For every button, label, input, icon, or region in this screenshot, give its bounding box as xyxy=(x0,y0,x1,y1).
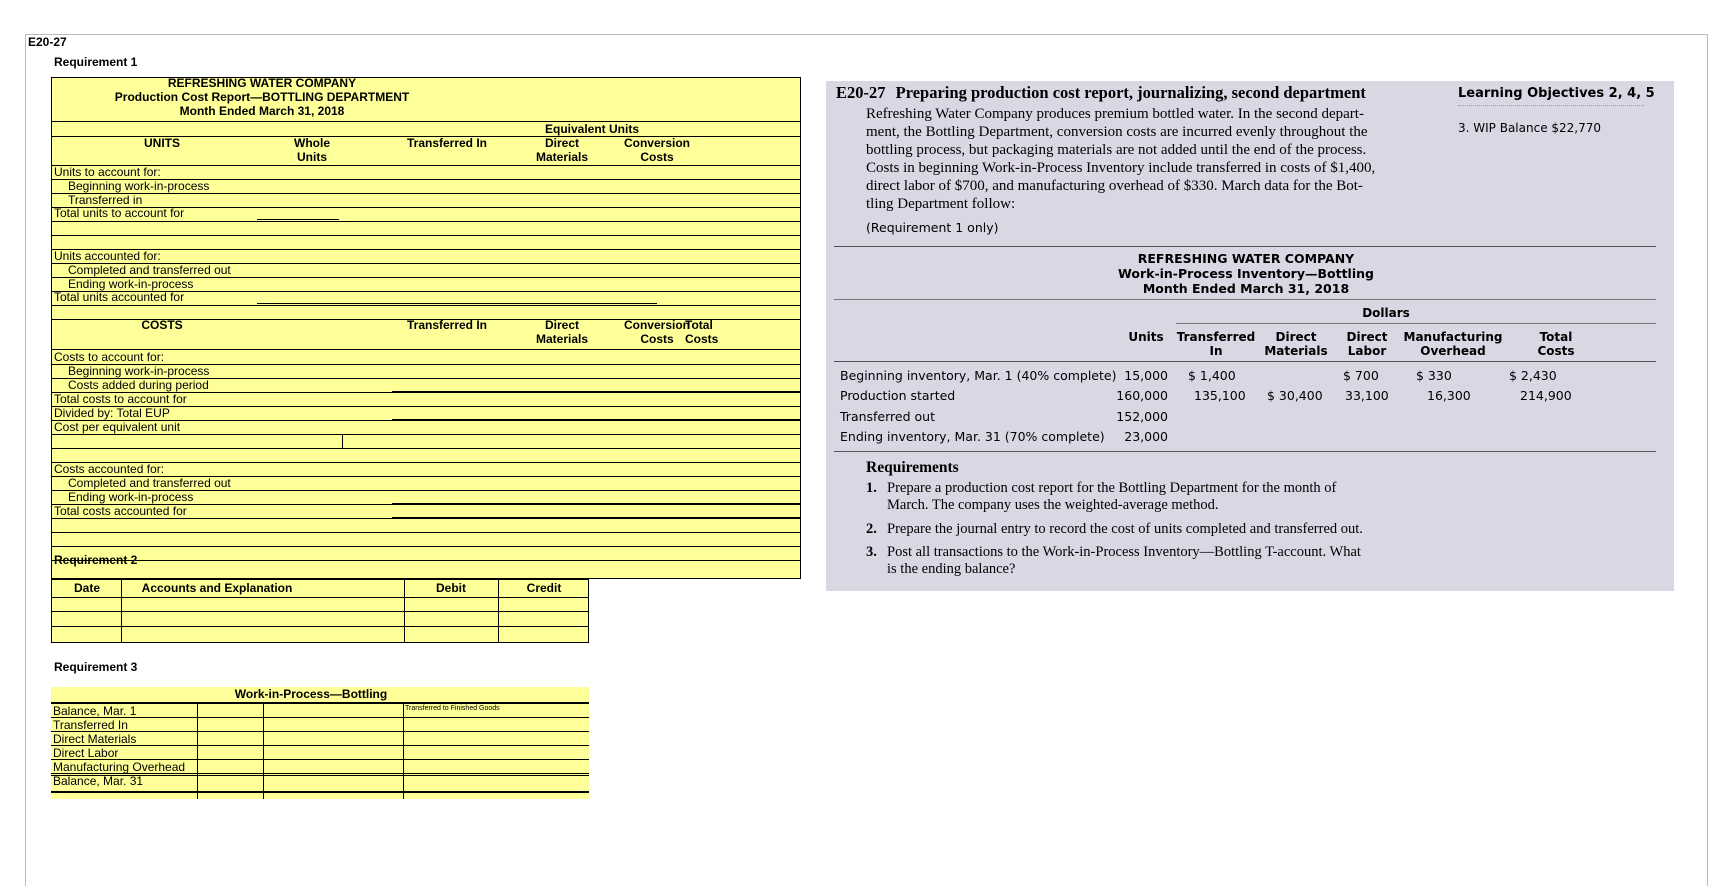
whole-units-header-2: Units xyxy=(297,150,327,164)
table-title: Work-in-Process Inventory—Bottling xyxy=(1118,266,1374,281)
row-units: 160,000 xyxy=(1116,388,1168,403)
total-units-to-account-label: Total units to account for xyxy=(54,206,185,220)
total-costs-to-account-label: Total costs to account for xyxy=(54,392,187,406)
req-line: Post all transactions to the Work-in-Process Inventory—Bottling T-account. What xyxy=(887,544,1361,560)
t-row-balance-mar31: Balance, Mar. 31 xyxy=(53,774,144,788)
table-company: REFRESHING WATER COMPANY xyxy=(1137,251,1355,266)
row-units: 23,000 xyxy=(1124,429,1168,444)
col-date: Date xyxy=(73,581,100,595)
req1-heading: Requirement 1 xyxy=(54,55,138,69)
t-account-title: Work-in-Process—Bottling xyxy=(234,687,388,701)
costs-cc-header-2: Costs xyxy=(640,332,674,346)
table-period: Month Ended March 31, 2018 xyxy=(1142,281,1350,296)
costs-cc-header-1: Conversion xyxy=(623,318,690,332)
body-line-3: bottling process, but packaging materials are not added until the end of the process. xyxy=(866,142,1367,158)
col-direct-labor: Direct Labor xyxy=(1346,330,1388,358)
costs-accounted-label: Costs accounted for: xyxy=(54,462,165,476)
req-num: 3. xyxy=(866,544,877,560)
row-units: 152,000 xyxy=(1116,409,1168,424)
total-costs-header-1: Total xyxy=(685,318,713,332)
body-line-4: Costs in beginning Work-in-Process Inventory include transferred in costs of $1,400, xyxy=(866,160,1376,176)
requirements-heading: Requirements xyxy=(866,459,959,476)
req-line: March. The company uses the weighted-average method. xyxy=(887,497,1219,513)
beginning-wip-label: Beginning work-in-process xyxy=(68,179,210,193)
total-units-accounted-label: Total units accounted for xyxy=(54,290,185,304)
req-note: (Requirement 1 only) xyxy=(866,220,999,235)
total-costs-header-2: Costs xyxy=(685,332,719,346)
problem-body xyxy=(866,105,1375,213)
worksheet xyxy=(25,34,1708,886)
req-num: 2. xyxy=(866,521,877,537)
costs-transferred-in-header: Transferred In xyxy=(406,318,488,332)
col-transferred-in: Transferred In xyxy=(1176,330,1256,358)
req-line: Prepare a production cost report for the Bottling Department for the month of xyxy=(887,480,1337,496)
col-credit: Credit xyxy=(526,581,562,595)
units-accounted-label: Units accounted for: xyxy=(54,249,161,263)
transferred-to-fg-label: Transferred to Finished Goods xyxy=(405,705,500,712)
row-ti: 135,100 xyxy=(1194,388,1246,403)
lo-divider xyxy=(1458,105,1644,106)
learning-objectives: Learning Objectives 2, 4, 5 xyxy=(1458,86,1655,101)
row-tc: $ 2,430 xyxy=(1509,368,1557,383)
direct-materials-header-2: Materials xyxy=(535,150,589,164)
col-debit: Debit xyxy=(436,581,466,595)
row-label: Transferred out xyxy=(840,409,935,424)
row-label: Beginning inventory, Mar. 1 (40% complete) xyxy=(840,368,1117,383)
requirement-2 xyxy=(866,521,1363,538)
req-num: 1. xyxy=(866,480,877,496)
costs-completed-label: Completed and transferred out xyxy=(68,476,231,490)
journal-entry-table xyxy=(51,579,589,643)
row-units: 15,000 xyxy=(1124,368,1168,383)
row-dl: $ 700 xyxy=(1343,368,1379,383)
conversion-costs-header-1: Conversion xyxy=(623,136,690,150)
t-row-direct-labor: Direct Labor xyxy=(53,746,119,760)
req-line: Prepare the journal entry to record the cost of units completed and transferred out. xyxy=(887,521,1363,537)
row-mo: $ 330 xyxy=(1416,368,1452,383)
equiv-units-header: Equivalent Units xyxy=(544,122,639,136)
requirement-1 xyxy=(866,480,1336,514)
t-row-direct-materials: Direct Materials xyxy=(53,732,137,746)
completed-transferred-label: Completed and transferred out xyxy=(68,263,231,277)
costs-dm-header-1: Direct xyxy=(544,318,579,332)
costs-to-account-label: Costs to account for: xyxy=(54,350,165,364)
row-tc: 214,900 xyxy=(1520,388,1572,403)
body-line-2: ment, the Bottling Department, conversion costs are incurred evenly throughout the xyxy=(866,124,1368,140)
direct-materials-header-1: Direct xyxy=(544,136,579,150)
exercise-id: E20-27 xyxy=(28,35,67,49)
col-mfg-overhead: Manufacturing Overhead xyxy=(1403,330,1503,358)
col-total-costs: Total Costs xyxy=(1537,330,1575,358)
units-to-account-label: Units to account for: xyxy=(54,165,161,179)
units-header: UNITS xyxy=(144,136,180,150)
t-row-mfg-overhead: Manufacturing Overhead xyxy=(53,760,186,774)
col-direct-materials: Direct Materials xyxy=(1264,330,1328,358)
problem-panel xyxy=(826,81,1674,591)
cost-per-eu-label: Cost per equivalent unit xyxy=(54,420,181,434)
check-figure: 3. WIP Balance $22,770 xyxy=(1458,121,1602,135)
row-label: Production started xyxy=(840,388,956,403)
row-dm: $ 30,400 xyxy=(1267,388,1323,403)
problem-title-text: Preparing production cost report, journalizing, second department xyxy=(895,83,1366,102)
wip-t-account xyxy=(51,687,589,799)
conversion-costs-header-2: Costs xyxy=(640,150,674,164)
transferred-in-header: Transferred In xyxy=(406,136,488,150)
row-label: Ending inventory, Mar. 31 (70% complete) xyxy=(840,429,1105,444)
costs-added-label: Costs added during period xyxy=(68,378,209,392)
t-row-transferred-in: Transferred In xyxy=(53,718,128,732)
report-title: Production Cost Report—BOTTLING DEPARTMENT xyxy=(114,90,410,104)
row-mo: 16,300 xyxy=(1427,388,1471,403)
total-costs-accounted-label: Total costs accounted for xyxy=(54,504,187,518)
body-line-6: tling Department follow: xyxy=(866,196,1016,212)
req2-heading: Requirement 2 xyxy=(54,553,138,567)
transferred-in-label: Transferred in xyxy=(68,193,143,207)
t-row-balance-mar1: Balance, Mar. 1 xyxy=(53,704,137,718)
dollars-label: Dollars xyxy=(1362,306,1410,320)
req3-heading: Requirement 3 xyxy=(54,660,138,674)
requirement-3 xyxy=(866,544,1361,578)
whole-units-header-1: Whole xyxy=(294,136,330,150)
col-accounts: Accounts and Explanation xyxy=(141,581,293,595)
report-period: Month Ended March 31, 2018 xyxy=(179,104,345,118)
col-units: Units xyxy=(1128,330,1164,344)
problem-number: E20-27 xyxy=(836,83,886,102)
costs-header: COSTS xyxy=(141,318,183,332)
body-line-5: direct labor of $700, and manufacturing overhead of $330. March data for the Bot- xyxy=(866,178,1363,194)
production-cost-report xyxy=(51,77,801,579)
row-ti: $ 1,400 xyxy=(1188,368,1236,383)
row-dl: 33,100 xyxy=(1345,388,1389,403)
ending-wip-label: Ending work-in-process xyxy=(68,277,194,291)
costs-ending-wip-label: Ending work-in-process xyxy=(68,490,194,504)
divided-by-label: Divided by: Total EUP xyxy=(54,406,170,420)
problem-title xyxy=(836,83,1366,103)
body-line-1: Refreshing Water Company produces premium bottled water. In the second depart- xyxy=(866,106,1364,122)
report-company: REFRESHING WATER COMPANY xyxy=(167,76,357,90)
costs-dm-header-2: Materials xyxy=(535,332,589,346)
req-line: is the ending balance? xyxy=(887,561,1016,577)
costs-beginning-wip-label: Beginning work-in-process xyxy=(68,364,210,378)
